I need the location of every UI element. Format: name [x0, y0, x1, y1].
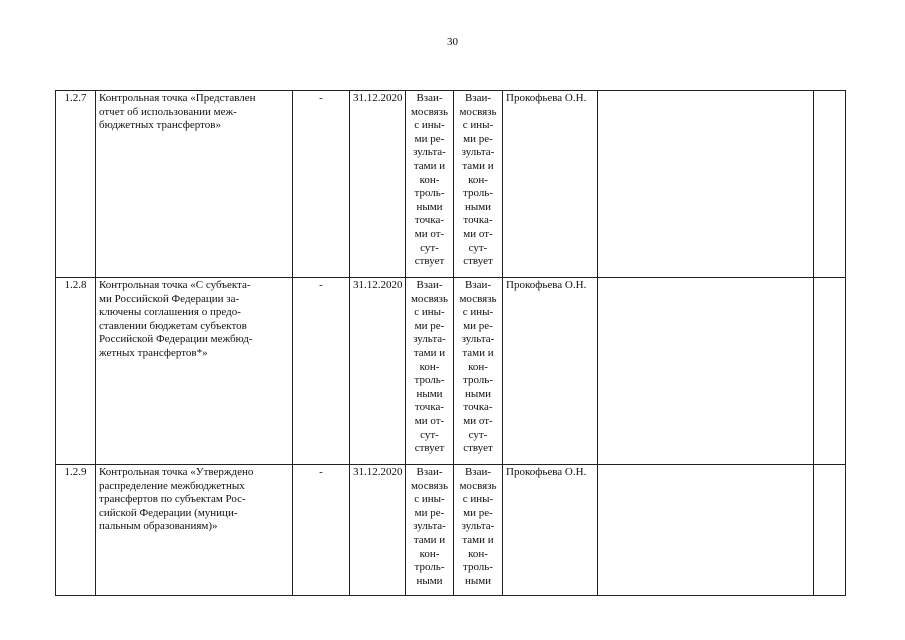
empty-cell	[598, 465, 814, 596]
relation-results-line: ми от-	[414, 414, 445, 427]
relation-control-points-line: ми ре-	[463, 132, 493, 145]
base-value	[293, 91, 350, 278]
relation-control-points-line: ми от-	[463, 414, 493, 427]
relation-control-points-line: с ины-	[462, 493, 494, 506]
relation-control-points-line: с ины-	[462, 306, 494, 319]
control-point-description-line: бюджетных трансфертов»	[99, 119, 221, 132]
relation-results	[406, 278, 454, 465]
relation-results-line: ми от-	[414, 227, 445, 240]
relation-control-points-line: ными	[464, 200, 492, 213]
relation-control-points-line: Взаи-	[464, 466, 492, 478]
relation-control-points-line: троль-	[463, 374, 493, 387]
relation-results-line: с ины-	[414, 306, 445, 319]
row-number-text: 1.2.8	[64, 279, 87, 291]
relation-control-points-line: ствует	[463, 255, 493, 268]
relation-results-line: зульта-	[413, 520, 446, 533]
relation-results-line: ми ре-	[414, 132, 445, 145]
control-point-description-line: Контрольная точка «Утверждено	[99, 466, 254, 478]
relation-results-line: ными	[416, 387, 443, 400]
control-points-table	[55, 90, 846, 596]
relation-control-points-line: кон-	[468, 173, 488, 186]
relation-results-line: мосвязь	[410, 479, 449, 492]
relation-results-line: сут-	[420, 241, 439, 254]
control-point-description-line: ключены соглашения о предо-	[99, 306, 241, 319]
empty-cell	[814, 91, 846, 278]
deadline-date	[350, 91, 406, 278]
base-value-text: -	[319, 466, 323, 478]
relation-results-line: кон-	[419, 173, 440, 186]
control-point-description-line: Российской Федерации межбюд-	[99, 333, 253, 346]
relation-results-line: точка-	[414, 401, 445, 414]
base-value-text: -	[319, 92, 323, 104]
relation-results-line: троль-	[414, 561, 445, 574]
empty-cell	[814, 465, 846, 596]
relation-results-line: ными	[416, 574, 443, 587]
responsible-person	[503, 278, 598, 465]
relation-results-line: ствует	[414, 442, 445, 455]
base-value	[293, 278, 350, 465]
relation-control-points-line: зульта-	[461, 146, 495, 159]
relation-control-points-line: тами и	[462, 533, 494, 546]
responsible-person	[503, 465, 598, 596]
responsible-person	[503, 91, 598, 278]
relation-results-line: тами и	[413, 533, 446, 546]
relation-control-points-line: зульта-	[461, 333, 495, 346]
relation-results-line: Взаи-	[416, 466, 443, 478]
relation-results-line: троль-	[414, 187, 445, 200]
relation-control-points-line: мосвязь	[459, 479, 497, 492]
relation-control-points	[454, 278, 503, 465]
page-number: 30	[447, 36, 458, 48]
deadline-date-text: 31.12.2020	[353, 92, 403, 104]
relation-control-points-line: мосвязь	[459, 105, 497, 118]
relation-results-line: кон-	[419, 360, 440, 373]
control-point-description-line: трансфертов по субъектам Рос-	[99, 493, 246, 506]
relation-control-points-line: сут-	[468, 241, 488, 254]
relation-control-points-line: тами и	[462, 346, 494, 359]
relation-results-line: тами и	[413, 159, 446, 172]
responsible-person-text: Прокофьева О.Н.	[506, 279, 587, 291]
relation-control-points-line: кон-	[468, 547, 488, 560]
deadline-date-text: 31.12.2020	[353, 279, 403, 291]
control-point-description-line: отчет об использовании меж-	[99, 105, 237, 118]
relation-control-points-line: троль-	[463, 561, 493, 574]
relation-control-points-line: ными	[464, 387, 492, 400]
relation-control-points-line: Взаи-	[464, 279, 492, 291]
control-point-description-line: Контрольная точка «Представлен	[99, 92, 256, 104]
control-point-description-line: распределение межбюджетных	[99, 479, 245, 492]
relation-results-line: Взаи-	[416, 279, 443, 291]
relation-results-line: ствует	[414, 255, 445, 268]
relation-control-points-line: ми от-	[463, 227, 493, 240]
relation-control-points-line: кон-	[468, 360, 488, 373]
responsible-person-text: Прокофьева О.Н.	[506, 466, 587, 478]
relation-results-line: кон-	[419, 547, 440, 560]
deadline-date	[350, 465, 406, 596]
row-number	[56, 91, 96, 278]
relation-control-points-line: сут-	[468, 428, 488, 441]
relation-results	[406, 91, 454, 278]
relation-control-points	[454, 91, 503, 278]
control-point-description-line: ми Российской Федерации за-	[99, 292, 240, 305]
base-value-text: -	[319, 279, 323, 291]
relation-control-points-line: троль-	[463, 187, 493, 200]
relation-control-points-line: ными	[464, 574, 492, 587]
empty-cell	[598, 91, 814, 278]
base-value	[293, 465, 350, 596]
control-point-description-line: сийской Федерации (муници-	[99, 506, 238, 519]
row-number	[56, 278, 96, 465]
relation-control-points-line: с ины-	[462, 119, 494, 132]
row-number	[56, 465, 96, 596]
relation-results-line: зульта-	[413, 146, 446, 159]
control-point-description-line: ставлении бюджетам субъектов	[99, 319, 247, 332]
relation-results-line: с ины-	[414, 119, 445, 132]
relation-results-line: зульта-	[413, 333, 446, 346]
control-point-description	[96, 278, 293, 465]
relation-results-line: тами и	[413, 346, 446, 359]
relation-results-line: точка-	[414, 214, 445, 227]
relation-control-points-line: зульта-	[461, 520, 495, 533]
relation-results-line: ми ре-	[414, 319, 445, 332]
relation-results-line: мосвязь	[410, 105, 449, 118]
relation-results-line: с ины-	[414, 493, 445, 506]
relation-control-points-line: ми ре-	[463, 319, 493, 332]
deadline-date-text: 31.12.2020	[353, 466, 403, 478]
table-row	[56, 91, 846, 278]
table-row	[56, 278, 846, 465]
relation-results-line: Взаи-	[416, 92, 443, 104]
empty-cell	[598, 278, 814, 465]
deadline-date	[350, 278, 406, 465]
relation-control-points-line: точка-	[463, 214, 493, 227]
table-row	[56, 465, 846, 596]
relation-control-points	[454, 465, 503, 596]
control-point-description	[96, 91, 293, 278]
relation-results-line: сут-	[420, 428, 439, 441]
row-number-text: 1.2.9	[64, 466, 87, 478]
relation-control-points-line: мосвязь	[459, 292, 497, 305]
relation-results-line: мосвязь	[410, 292, 449, 305]
relation-results-line: троль-	[414, 374, 445, 387]
responsible-person-text: Прокофьева О.Н.	[506, 92, 587, 104]
empty-cell	[814, 278, 846, 465]
relation-results-line: ными	[416, 200, 443, 213]
control-point-description-line: пальным образованиям)»	[99, 520, 218, 533]
row-number-text: 1.2.7	[64, 92, 87, 104]
relation-control-points-line: ствует	[463, 442, 493, 455]
relation-results	[406, 465, 454, 596]
control-point-description-line: жетных трансфертов*»	[99, 346, 208, 359]
control-point-description	[96, 465, 293, 596]
relation-control-points-line: точка-	[463, 401, 493, 414]
relation-control-points-line: ми ре-	[463, 506, 493, 519]
relation-control-points-line: тами и	[462, 159, 494, 172]
relation-results-line: ми ре-	[414, 506, 445, 519]
control-point-description-line: Контрольная точка «С субъекта-	[99, 279, 251, 291]
relation-control-points-line: Взаи-	[464, 92, 492, 104]
